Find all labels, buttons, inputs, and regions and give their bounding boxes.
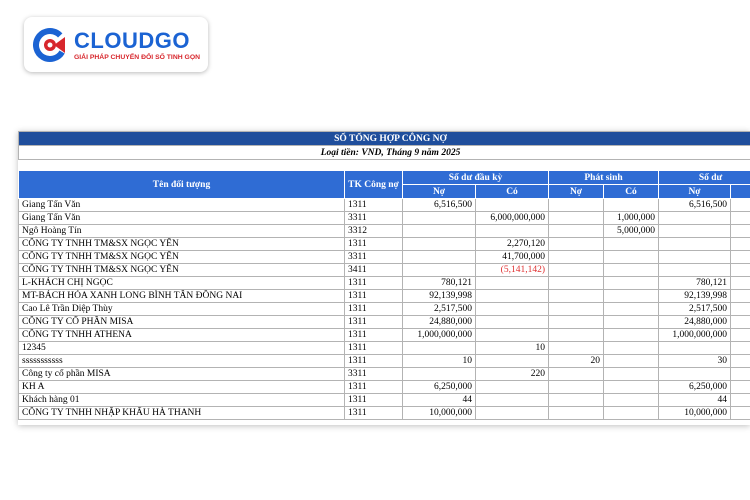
cell-open-debit: 780,121 [403,277,476,290]
cell-open-debit: 6,250,000 [403,381,476,394]
cell-act-credit [604,355,659,368]
cell-open-debit: 10 [403,355,476,368]
table-row [19,342,750,355]
cell-act-debit [549,264,604,277]
cell-act-credit [604,329,659,342]
cell-act-credit [604,368,659,381]
cell-open-credit: 220 [476,368,549,381]
table-row [19,381,750,394]
cell-name: CÔNG TY CỔ PHẦN MISA [19,316,345,329]
cell-act-debit [549,238,604,251]
cell-account: 3312 [345,225,403,238]
cell-open-debit: 92,139,998 [403,290,476,303]
cell-act-credit [604,316,659,329]
cell-act-debit [549,316,604,329]
cell-name: CÔNG TY TNHH TM&SX NGỌC YẾN [19,251,345,264]
col-act-debit-header: Nợ [549,185,604,199]
cell-act-debit [549,199,604,212]
cell-act-debit [549,394,604,407]
col-activity-header: Phát sinh [549,171,659,185]
cell-act-debit [549,225,604,238]
ledger-body [19,199,750,420]
table-row [19,303,750,316]
cell-name: CÔNG TY TNHH NHẬP KHẨU HÀ THANH [19,407,345,420]
cell-close-debit: 2,517,500 [659,303,731,316]
cell-act-debit [549,329,604,342]
cell-name: 12345 [19,342,345,355]
cell-act-debit [549,342,604,355]
cell-act-credit [604,251,659,264]
cell-close-credit [731,277,750,290]
cell-close-debit: 1,000,000,000 [659,329,731,342]
cell-close-credit [731,329,750,342]
brand-tagline: GIẢI PHÁP CHUYỂN ĐỔI SỐ TINH GỌN [74,54,201,61]
cell-act-debit [549,277,604,290]
table-row [19,329,750,342]
cell-open-credit [476,290,549,303]
table-row [19,225,750,238]
table-row [19,264,750,277]
spacer [19,160,750,171]
cell-act-credit: 1,000,000 [604,212,659,225]
cell-close-debit: 24,880,000 [659,316,731,329]
cell-account: 1311 [345,199,403,212]
cell-open-debit [403,251,476,264]
cell-name: L-KHÁCH CHỊ NGỌC [19,277,345,290]
cell-open-credit [476,225,549,238]
cell-open-credit: 2,270,120 [476,238,549,251]
cell-close-credit [731,407,750,420]
cell-open-debit [403,368,476,381]
table-row [19,251,750,264]
cell-account: 3311 [345,212,403,225]
cell-close-credit [731,342,750,355]
cell-close-debit [659,238,731,251]
cell-open-debit [403,264,476,277]
table-row [19,368,750,381]
cell-close-debit [659,264,731,277]
cell-account: 1311 [345,277,403,290]
cell-close-credit [731,212,750,225]
cell-act-credit [604,199,659,212]
cell-open-credit [476,394,549,407]
col-closing-header: Số dư [659,171,750,185]
cell-act-credit: 5,000,000 [604,225,659,238]
cell-act-credit [604,381,659,394]
cell-close-credit [731,264,750,277]
cell-close-debit: 6,250,000 [659,381,731,394]
col-open-debit-header: Nợ [403,185,476,199]
cell-name: CÔNG TY TNHH TM&SX NGỌC YẾN [19,238,345,251]
cell-open-credit: 41,700,000 [476,251,549,264]
brand-name: CLOUDGO [74,28,190,53]
cell-account: 3311 [345,251,403,264]
cell-close-debit [659,342,731,355]
cell-open-debit: 6,516,500 [403,199,476,212]
col-close-debit-header: Nợ [659,185,731,199]
cell-account: 1311 [345,303,403,316]
cell-open-credit [476,303,549,316]
cell-close-debit: 30 [659,355,731,368]
cell-close-credit [731,394,750,407]
cell-account: 1311 [345,381,403,394]
cell-account: 1311 [345,238,403,251]
cell-act-debit [549,290,604,303]
cell-account: 3311 [345,368,403,381]
cell-open-credit [476,277,549,290]
cell-act-debit [549,212,604,225]
cell-act-debit [549,407,604,420]
cell-name: sssssssssss [19,355,345,368]
cell-close-debit: 10,000,000 [659,407,731,420]
cell-close-credit [731,303,750,316]
cell-open-credit [476,355,549,368]
cell-name: Công ty cổ phần MISA [19,368,345,381]
report-title: SỔ TỔNG HỢP CÔNG NỢ [19,132,750,146]
col-act-credit-header: Có [604,185,659,199]
cell-close-credit [731,238,750,251]
cell-name: CÔNG TY TNHH TM&SX NGỌC YẾN [19,264,345,277]
cloudgo-logo-icon [32,27,68,63]
cell-close-credit [731,316,750,329]
col-opening-header: Số dư đầu kỳ [403,171,549,185]
col-account-header: TK Công nợ [345,171,403,199]
cell-close-credit [731,381,750,394]
table-row [19,212,750,225]
cell-act-credit [604,277,659,290]
cell-account: 1311 [345,329,403,342]
cell-close-debit: 92,139,998 [659,290,731,303]
cell-close-credit [731,290,750,303]
debt-summary-table [18,131,750,420]
cell-name: Giang Tấn Văn [19,199,345,212]
cell-account: 1311 [345,342,403,355]
cell-account: 1311 [345,316,403,329]
cell-open-credit [476,316,549,329]
cell-close-credit [731,368,750,381]
table-row [19,277,750,290]
cell-act-debit [549,251,604,264]
cell-open-credit [476,381,549,394]
cell-act-credit [604,264,659,277]
table-row [19,407,750,420]
cell-open-debit: 44 [403,394,476,407]
cell-name: KH A [19,381,345,394]
cell-close-debit: 44 [659,394,731,407]
report-subtitle: Loại tiền: VND, Tháng 9 năm 2025 [19,146,750,160]
cell-close-debit [659,212,731,225]
cell-account: 1311 [345,290,403,303]
table-row [19,290,750,303]
cell-account: 1311 [345,355,403,368]
cell-open-debit: 24,880,000 [403,316,476,329]
cell-act-credit [604,303,659,316]
cell-act-debit [549,303,604,316]
cell-open-debit [403,212,476,225]
cell-name: CÔNG TY TNHH ATHENA [19,329,345,342]
cell-name: Giang Tấn Văn [19,212,345,225]
cell-close-debit [659,368,731,381]
cell-act-credit [604,407,659,420]
cell-open-credit [476,199,549,212]
cell-open-debit [403,225,476,238]
cell-name: Ngô Hoàng Tín [19,225,345,238]
cell-close-credit [731,199,750,212]
cell-open-debit [403,342,476,355]
cell-close-credit [731,251,750,264]
cell-account: 3411 [345,264,403,277]
cloudgo-logo [24,17,208,72]
cell-act-debit [549,381,604,394]
cell-close-debit [659,251,731,264]
cell-open-debit: 2,517,500 [403,303,476,316]
table-row [19,355,750,368]
table-row [19,316,750,329]
cell-name: Cao Lê Trần Diệp Thùy [19,303,345,316]
cell-act-credit [604,290,659,303]
col-open-credit-header: Có [476,185,549,199]
cell-open-debit: 1,000,000,000 [403,329,476,342]
col-name-header: Tên đối tượng [19,171,345,199]
cell-close-debit: 6,516,500 [659,199,731,212]
cell-account: 1311 [345,407,403,420]
debt-summary-sheet [18,131,750,425]
cell-act-credit [604,342,659,355]
cell-open-debit [403,238,476,251]
cell-open-credit [476,407,549,420]
cell-open-credit: 6,000,000,000 [476,212,549,225]
cell-open-credit: 10 [476,342,549,355]
cell-open-debit: 10,000,000 [403,407,476,420]
cell-act-credit [604,394,659,407]
cell-close-debit: 780,121 [659,277,731,290]
table-row [19,394,750,407]
table-row [19,238,750,251]
cell-act-credit [604,238,659,251]
cell-name: MT-BÁCH HÓA XANH LONG BÌNH TÂN ĐỒNG NAI [19,290,345,303]
table-row [19,199,750,212]
cell-close-debit [659,225,731,238]
cell-name: Khách hàng 01 [19,394,345,407]
cell-close-credit [731,225,750,238]
cell-open-credit: (5,141,142) [476,264,549,277]
cell-account: 1311 [345,394,403,407]
cell-act-debit [549,368,604,381]
col-close-credit-header [731,185,750,199]
cell-open-credit [476,329,549,342]
cell-close-credit [731,355,750,368]
cell-act-debit: 20 [549,355,604,368]
